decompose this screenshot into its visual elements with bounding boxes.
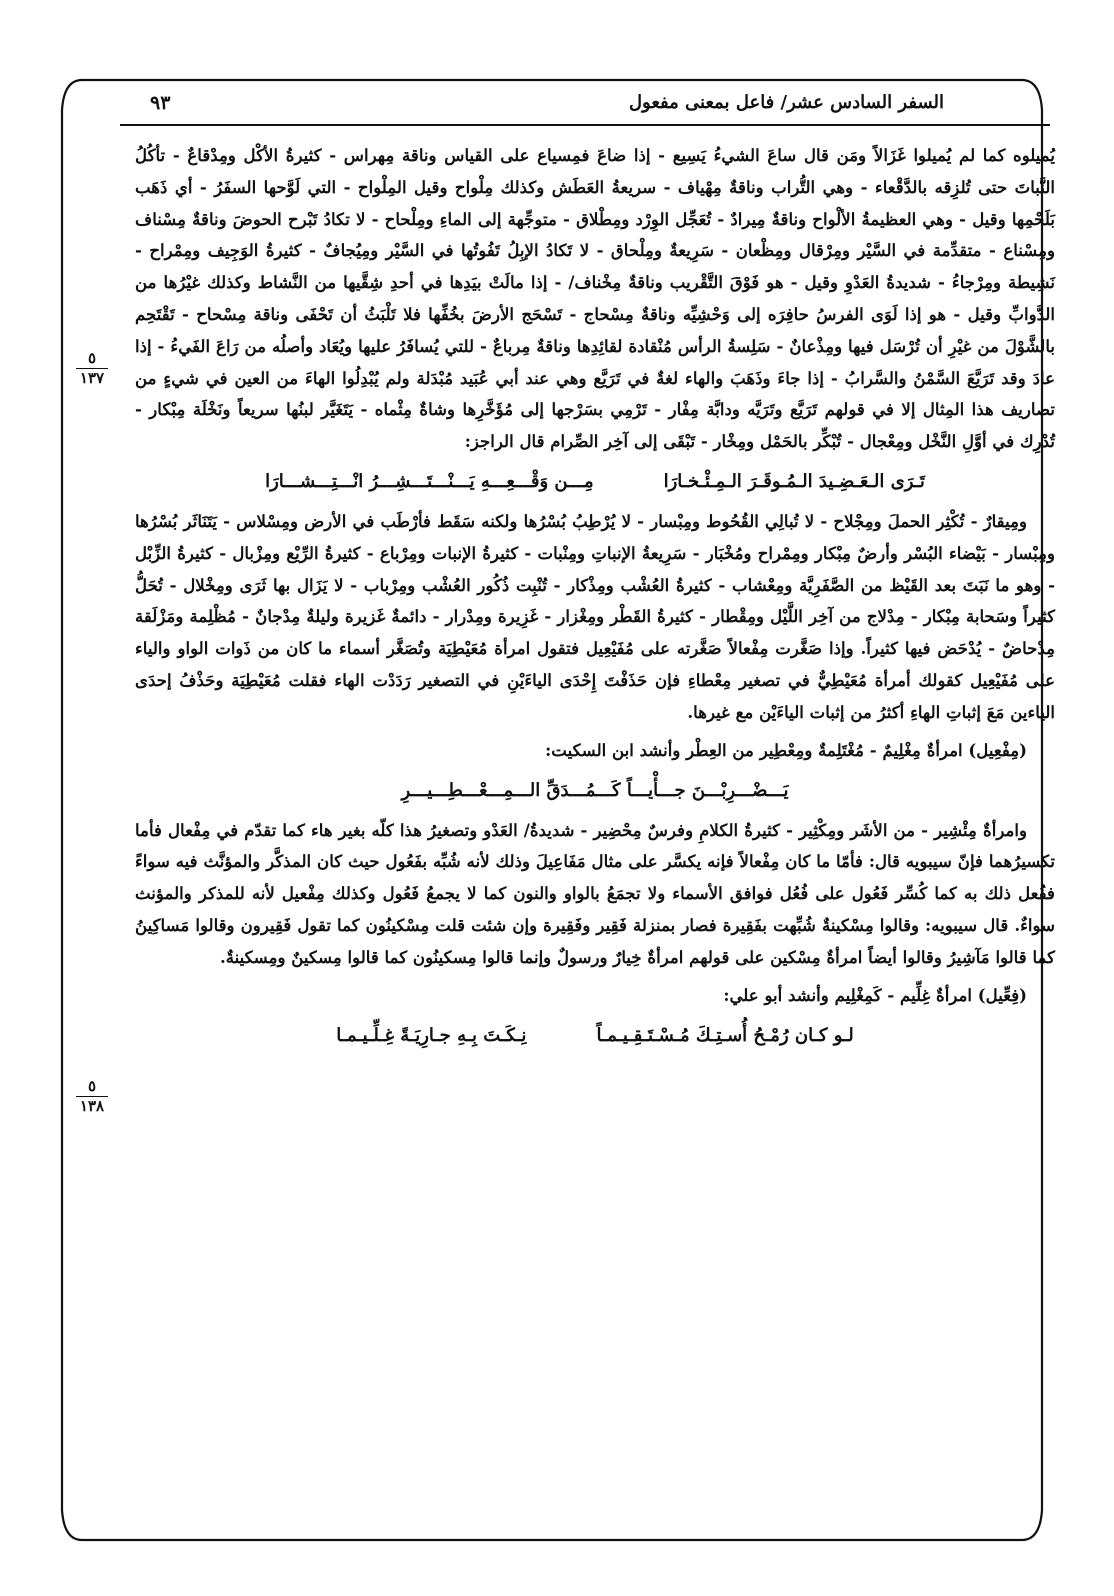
section-entry: (مِفْعِيل) امرأةٌ مِغْلِيمٌ - مُغْتَلِمةٌ ومِعْطِير من العِطْر وأنشد ابن السكيت:: [545, 739, 1027, 760]
margin-note-bottom: ١٣٧: [79, 369, 105, 387]
header-divider: [120, 124, 1050, 126]
section-entry: (فِعِّيل) امرأةٌ غِلِّيم - كَمِغْلِيم وأنشد أبو علي:: [723, 984, 1027, 1005]
verse-hemistich-left: نِـكَـتَ بِـهِ جـارِيَـةً غِـلِّـيـمـا: [336, 1024, 527, 1046]
page-number: ٩٣: [150, 92, 171, 114]
verse: [135, 464, 1055, 500]
verse-hemistich-right: تَـرَى الـعَـضِـيدَ الـمُـوقَـرَ الـمِـئْـخـارَا: [663, 470, 925, 492]
paragraph: يُميلوه كما لم يُميلوا غَزَالاً ومَن قال ساعَ الشيءُ يَسِيع - إذا ضاعَ فمِسياع على القياس وناقة مِهراس - كثيرةُ الأكْل ومِدْقاعٌ - تأكُلُ النَّباتَ حتى تُلزِقه بالدَّقْعاء - وهي التُّراب وناقةٌ مِهْياف - سريعةُ العَطَش وكذلك مِلْواح وقيل المِلْواح - التي لَوَّحها السفَرُ - أي ذَهَب بَلَحْمِها وقيل - وهي العظيمةُ الألْواح وناقةٌ مِيرادٌ - تُعَجِّل الوِرْد ومِطْلاق - متوجِّهة إلى الماءِ ومِلْحاح - لا تكادُ تَبْرح الحوضَ وناقةٌ مِسْناف ومِسْناع - متقدِّمة في السَّيْر ومِرْقال ومِظْعان - سَرِيعةٌ ومِلْحاق - لا تَكادُ الإبِلُ تَفُوتُها في السَّيْر ومِيُجافٌ - كثيرةُ الوَجِيف ومِمْراح - نَشِيطة ومِرْجاءُ - شديدةُ العَدْوِ وقيل - هو فَوْقَ التَّقْريب وناقةٌ مِخْناف/ - إذا مالَتْ بيَدِها في أحدِ شِقَّيها من النَّشاط وكذلك غيْرُها من الدَّوابِّ وقيل - هو إذا لَوَى الفرسُ حافِرَه إلى وَحْشِيِّه وناقةٌ مِسْحاج - تَسْحَج الأرضَ بخُفِّها فلا تَلْبَثُ أن تَحْفَى وناقة مِسْحاح - تَقْتَحِم بالشَّوْلَ من غيْرِ أن تُرْسَل فيها ومِذْعانٌ - سَلِسةُ الرأس مُنْقادة لقائِدِها وناقةٌ مِرباعٌ - للتي يُسافَرُ عليها ويُعَاد وأصلُه من رَاعَ الفَيءُ - إذا عادَ وقد تَرَيَّعَ السَّمْنُ والسَّرابُ - إذا جاءَ وذَهَبَ والهاء لغةٌ في تَرَيَّع وهي عند أبي عُبَيد مُبْدَلة ولم يُبْدِلُوا الهاءَ من العين في شيءٍ من تصاريف هذا المِثال إلا في قولهم تَرَيَّع وتَرَيَّه ودابَّة مِفْار - تَرْمِي بسَرْجها إلى مُؤَخَّرِها وشاةٌ مِثْماه - يَتَغَيَّر لبنُها سريعاً ونَخْلَة مِبْكار - تُدْرِك في أوَّلِ النَّخْل ومِعْجال - تُبْكِّر بالحَمْل ومِخْار - تَبْقَى إلى آخِر الصِّرام قال الراجز:: [135, 145, 1055, 452]
chapter-title: السفر السادس عشر/ فاعل بمعنى مفعول: [628, 92, 944, 113]
margin-note-bottom: ١٣٨: [79, 1097, 105, 1115]
margin-note-top: ٥: [87, 349, 97, 367]
verse-line: يَـــضْـــرِبْـــنَ جـــأْيـــاً كَـــمُـــدَقِّ الـــمِـــعْـــطِـــيـــرِ: [401, 779, 789, 801]
verse: [135, 1018, 1055, 1054]
margin-note-top: ٥: [87, 1077, 97, 1095]
verse-hemistich-left: مِـــن وَقْـــعِـــهِ يَـــنْـــتَـــشِـــرُ انْـــتِـــشـــارَا: [265, 470, 594, 492]
verse: [135, 773, 1055, 809]
margin-folio-note: [70, 1078, 114, 1115]
paragraph: وامرأةٌ مِئْشِير - من الأشَر ومِكْثِير - كثيرةُ الكلامِ وفرسٌ مِحْضِير - شديدةُ/ العَدْو وتصغيرُ هذا كلّه بغير هاء كما تقدّم في مِفْعال فأما تكسيرُهما فإنّ سيبويه قال: فأمّا ما كان مِفْعالاً فإنه يكسَّر على مثال مَفَاعِيلَ وذلك لأنه شُبِّه بفَعُول حيث كان المذكَّر والمؤنَّث فيه سواءً ففُعل ذلك به كما كُسِّر فَعُول على فُعُل فوافق الأسماء ولا تجمَعُ بالواو والنون كما لا يجمعُ فَعُول وكذلك مِفْعيل لأنه للمذكر والمؤنث سواءٌ. قال سيبويه: وقالوا مِسْكينةٌ شُبِّهت بفَقِيرة فصار بمنزلة فَقِير وفَقِيرة وإن شئت قلت مِسْكينُون كما تقول فَقِيرون وقالوا مَساكِينُ كما قالوا مَآشِيرُ وقالوا أيضاً امرأةٌ مِسْكين على قولهم امرأةٌ خِيارٌ ورسولٌ وإنما قالوا مِسكينُون كما قالوا مِسكينٌ ومِسكينةٌ.: [135, 819, 1055, 967]
verse-hemistich-right: لـو كـان رُمْـحُ أُسـتِـكَ مُـسْـتَـقِـيـمـاً: [596, 1024, 854, 1046]
margin-folio-note: [70, 350, 114, 387]
running-header: [120, 92, 944, 116]
main-text: [135, 140, 1055, 1060]
paragraph: ومِيقارٌ - تُكْثِر الحملَ ومِجْلاح - لا تُبالِي القُحُوط ومِبْسار - لا يُرْطِبُ بُسْرُها ولكنه سَقَط فأرْطَب في الأرض ومِسْلاس - يَتَنَاثَر بُسْرُها ومِبْسار - بَيْضاء البُسْر وأرضٌ مِبْكار ومِمْراح ومُخْبَار - سَرِيعةُ الإنباتِ ومِنْبات - كثيرةُ الإنبات ومِرْباع - كثيرةُ الرِّيْع ومِزْبال - كثيرةُ الزِّبْل - وهو ما نَبَتَ بعد القَيْظ من الصَّفَرِيَّة ومِعْشاب - كثيرةُ العُشْب ومِذْكار - تُنْبِت ذُكُور العُشْب ومِرْباب - لا يَزَال بها ثَرَى ومِخْلال - تُحَلُّ كثيراً وسَحابة مِبْكار - مِدْلاج من آخِر اللَّيْل ومِقْطار - كثيرةُ القَطْر ومِغْزار - غَزِيرة ومِدْرار - دائمةٌ غَزيرة وليلةٌ مِدْجانٌ - مُظْلِمة ومَزْلَقة مِدْحاضٌ - يُدْحَض فيها كثيراً. وإذا صَغَّرت مِفْعالاً صَغَّرته على مُفَيْعِيل فتقول امرأة مُعَيْطِيَة وتُصَغَّر أسماء ما كان من ذَوات الواو والياء على مُفَيْعِيل كقولك أمرأة مُعَيْطِيٌّ في تصغير مِعْطاءِ فإن حَذَفْتَ إِحْدَى الياءَيْنِ في التصغير رَدَدْت الهاء فقلت مُعَيْطِيَة وحَذْفُ إحدَى الياءين مَعَ إثباتِ الهاءِ أكثرُ من إثبات الياءَيْن مع غيرها.: [135, 510, 1055, 722]
